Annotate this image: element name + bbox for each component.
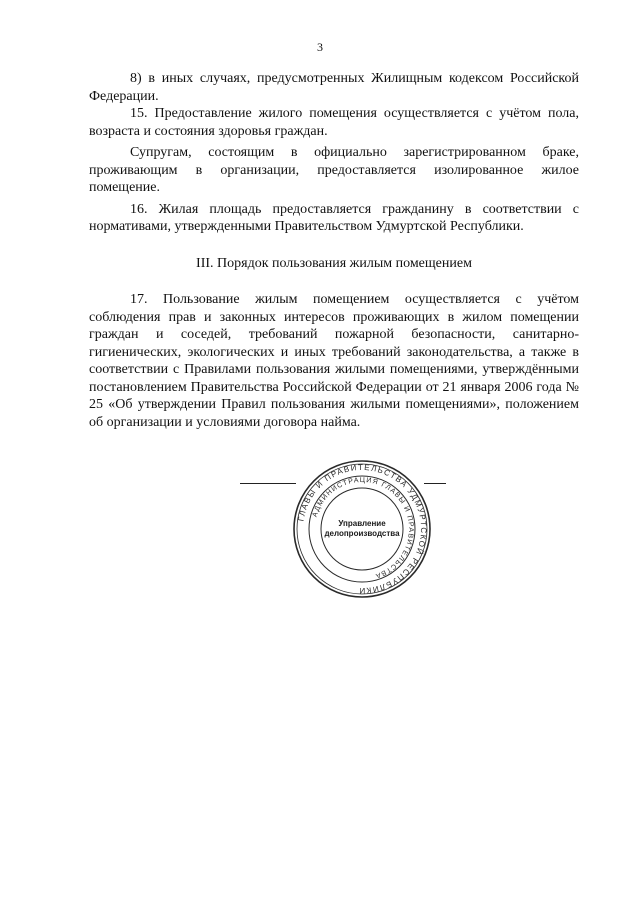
seal-center-line1: Управление (338, 519, 386, 528)
paragraph-16: 16. Жилая площадь предоставляется гражданину в соответствии с нормативами, утвержденными Правительством Удмуртской Республики. (89, 201, 579, 234)
section-title: III. Порядок пользования жилым помещением (196, 255, 472, 271)
signature-line-left (240, 483, 296, 484)
seal-inner-text: АДМИНИСТРАЦИЯ ГЛАВЫ И ПРАВИТЕЛЬСТВА (311, 476, 415, 580)
official-seal (291, 458, 433, 600)
paragraph-spouses: Супругам, состоящим в официально зарегистрированном браке, проживающим в организации, предоставляется изолированное жилое помещение. (89, 145, 579, 195)
page-number: 3 (317, 40, 323, 54)
seal-center-line2: делопроизводства (324, 529, 400, 538)
paragraph-15: 15. Предоставление жилого помещения осуществляется с учётом пола, возраста и состояния здоровья граждан. (89, 106, 579, 139)
paragraph-17: 17. Пользование жилым помещением осуществляется с учётом соблюдения прав и законных интересов проживающих в жилом помещении граждан и соседей, требований пожарной безопасности, санитарно-гигиенических, экологических и иных требований законодательства, а также в соответствии с Правилами пользования жилыми помещениями, утверждёнными постановлением Правительства Российской Федерации от 21 января 2006 года № 25 «Об утверждении Правил пользования жилыми помещениями», положением об организации и условиями договора найма. (89, 292, 579, 430)
seal-outer-text: ГЛАВЫ И ПРАВИТЕЛЬСТВА УДМУРТСКОЙ РЕСПУБЛИКИ (296, 462, 429, 596)
document-body (89, 70, 579, 431)
paragraph-item-8: 8) в иных случаях, предусмотренных Жилищным кодексом Российской Федерации. (89, 71, 579, 104)
